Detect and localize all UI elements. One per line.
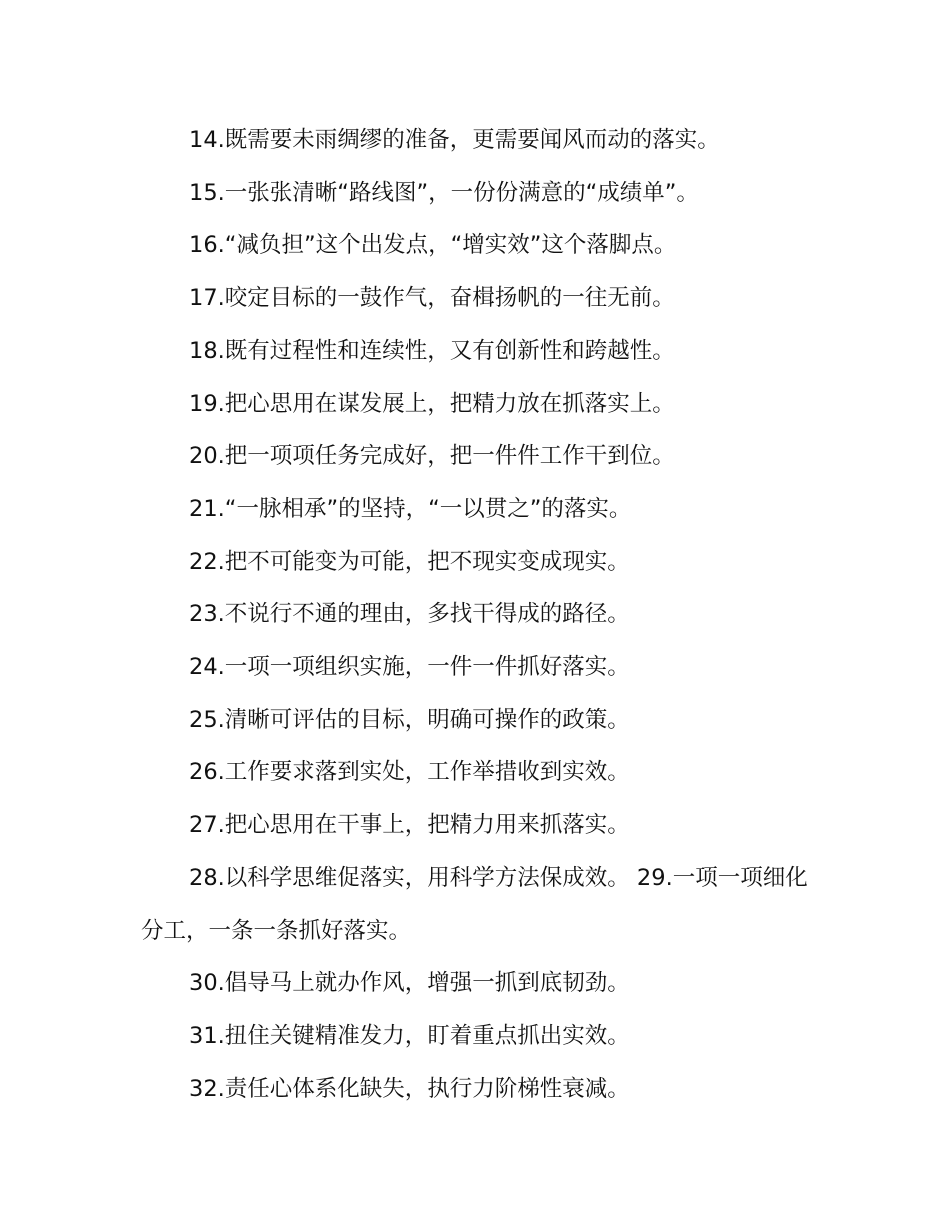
paragraph-25: 25.清晰可评估的目标，明确可操作的政策。 [189, 706, 630, 733]
paragraph-24: 24.一项一项组织实施，一件一件抓好落实。 [189, 654, 630, 681]
paragraph-32: 32.责任心体系化缺失，执行力阶梯性衰减。 [189, 1075, 630, 1102]
paragraph-18: 18.既有过程性和连续性，又有创新性和跨越性。 [189, 337, 675, 364]
paragraph-17: 17.咬定目标的一鼓作气，奋楫扬帆的一往无前。 [189, 285, 675, 312]
paragraph-26: 26.工作要求落到实处，工作举措收到实效。 [189, 759, 630, 786]
paragraph-23: 23.不说行不通的理由，多找干得成的路径。 [189, 601, 630, 628]
paragraph-21: 21.“一脉相承”的坚持，“一以贯之”的落实。 [189, 495, 632, 522]
paragraph-27: 27.把心思用在干事上，把精力用来抓落实。 [189, 812, 630, 839]
paragraph-31: 31.扭住关键精准发力，盯着重点抓出实效。 [189, 1022, 630, 1049]
paragraph-14: 14.既需要未雨绸缪的准备，更需要闻风而动的落实。 [189, 127, 720, 153]
paragraph-28-29: 28.以科学思维促落实，用科学方法保成效。 29.一项一项细化分工，一条一条抓好落实。 [141, 864, 808, 944]
paragraph-15: 15.一张张清晰“路线图”，一份份满意的“成绩单”。 [189, 179, 699, 206]
document-body [141, 114, 821, 1115]
paragraph-30: 30.倡导马上就办作风，增强一抓到底韧劲。 [189, 970, 630, 997]
paragraph-22: 22.把不可能变为可能，把不现实变成现实。 [189, 548, 630, 575]
paragraph-20: 20.把一项项任务完成好，把一件件工作干到位。 [189, 443, 675, 470]
paragraph-19: 19.把心思用在谋发展上，把精力放在抓落实上。 [189, 390, 675, 417]
paragraph-16: 16.“减负担”这个出发点，“增实效”这个落脚点。 [189, 232, 677, 259]
